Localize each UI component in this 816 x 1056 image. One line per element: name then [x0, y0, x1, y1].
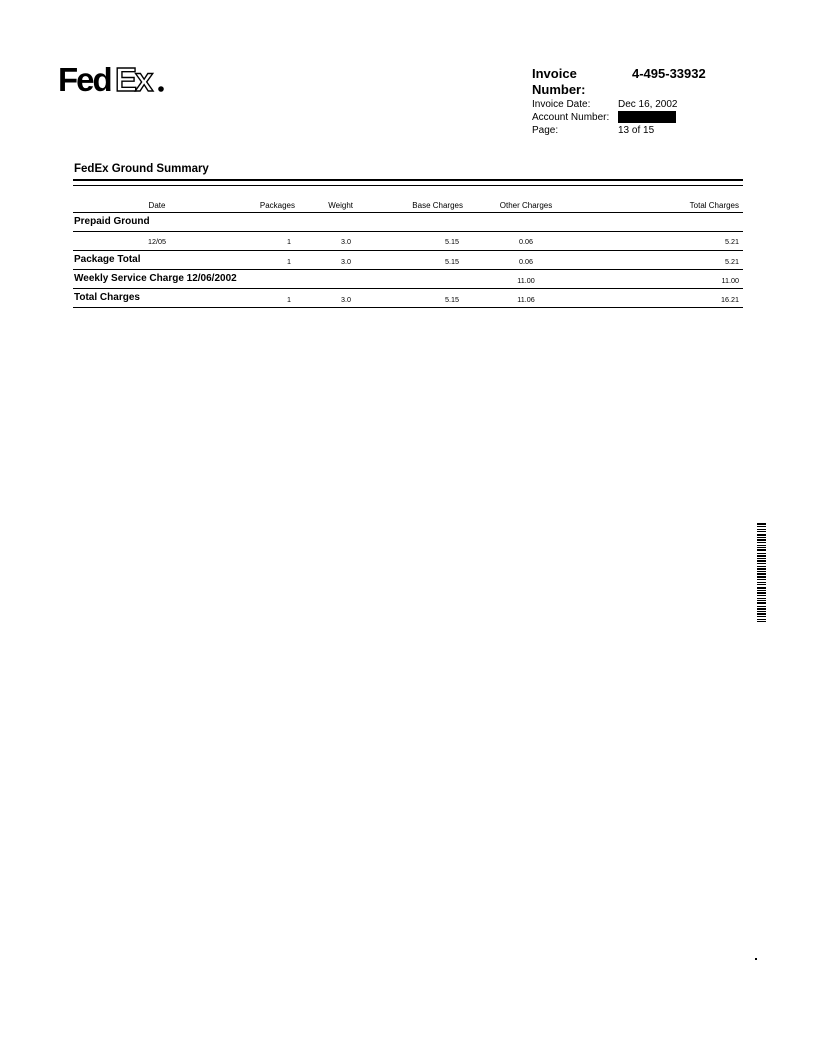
total-charges-base: 5.15: [445, 295, 459, 304]
title-rule-thick: [73, 179, 743, 181]
svg-text:Fed: Fed: [58, 62, 111, 96]
header-weight: Weight: [328, 201, 353, 210]
total-charges-label: Total Charges: [74, 292, 140, 303]
package-total-row: [73, 250, 743, 269]
weekly-service-row: [73, 269, 743, 288]
package-total-base: 5.15: [445, 257, 459, 266]
page-dot: [755, 958, 757, 960]
account-number-redaction: [618, 111, 676, 123]
row-total-charges: 5.21: [725, 237, 739, 246]
header-other-charges: Other Charges: [499, 201, 553, 210]
package-total-packages: 1: [287, 257, 291, 266]
row-other-charges: 0.06: [519, 237, 533, 246]
account-number-label: Account Number:: [532, 112, 610, 123]
package-total-label: Package Total: [74, 254, 141, 265]
row-weight: 3.0: [341, 237, 351, 246]
package-total-weight: 3.0: [341, 257, 351, 266]
invoice-number-value: 4-495-33932: [632, 66, 706, 81]
invoice-date-value: Dec 16, 2002: [618, 99, 678, 110]
row-date: 12/05: [148, 237, 166, 246]
fedex-logo: [58, 62, 168, 96]
header-date: Date: [148, 201, 166, 210]
row-packages: 1: [287, 237, 291, 246]
weekly-service-total: 11.00: [721, 276, 739, 285]
header-total-charges: Total Charges: [689, 201, 739, 210]
header-packages: Packages: [259, 201, 295, 210]
table-row: [73, 232, 743, 250]
total-charges-row: [73, 288, 743, 308]
section-title: FedEx Ground Summary: [74, 163, 209, 175]
total-charges-other: 11.06: [517, 295, 535, 304]
table-header-row: [73, 186, 743, 213]
invoice-header: [532, 66, 752, 137]
total-charges-total: 16.21: [721, 295, 739, 304]
page-value: 13 of 15: [618, 125, 655, 136]
page-label: Page:: [532, 125, 559, 136]
barcode: [757, 523, 766, 622]
package-total-total: 5.21: [725, 257, 739, 266]
header-base-charges: Base Charges: [412, 201, 463, 210]
invoice-date-label: Invoice Date:: [532, 99, 591, 110]
row-base-charges: 5.15: [445, 237, 459, 246]
total-charges-packages: 1: [287, 295, 291, 304]
group-label: Prepaid Ground: [73, 213, 743, 232]
package-total-other: 0.06: [519, 257, 533, 266]
ground-summary-table: [73, 186, 743, 308]
weekly-service-label: Weekly Service Charge 12/06/2002: [74, 273, 237, 284]
svg-text:Ex: Ex: [115, 62, 152, 96]
total-charges-weight: 3.0: [341, 295, 351, 304]
weekly-service-other: 11.00: [517, 276, 535, 285]
invoice-number-label: Invoice Number:: [532, 66, 586, 97]
